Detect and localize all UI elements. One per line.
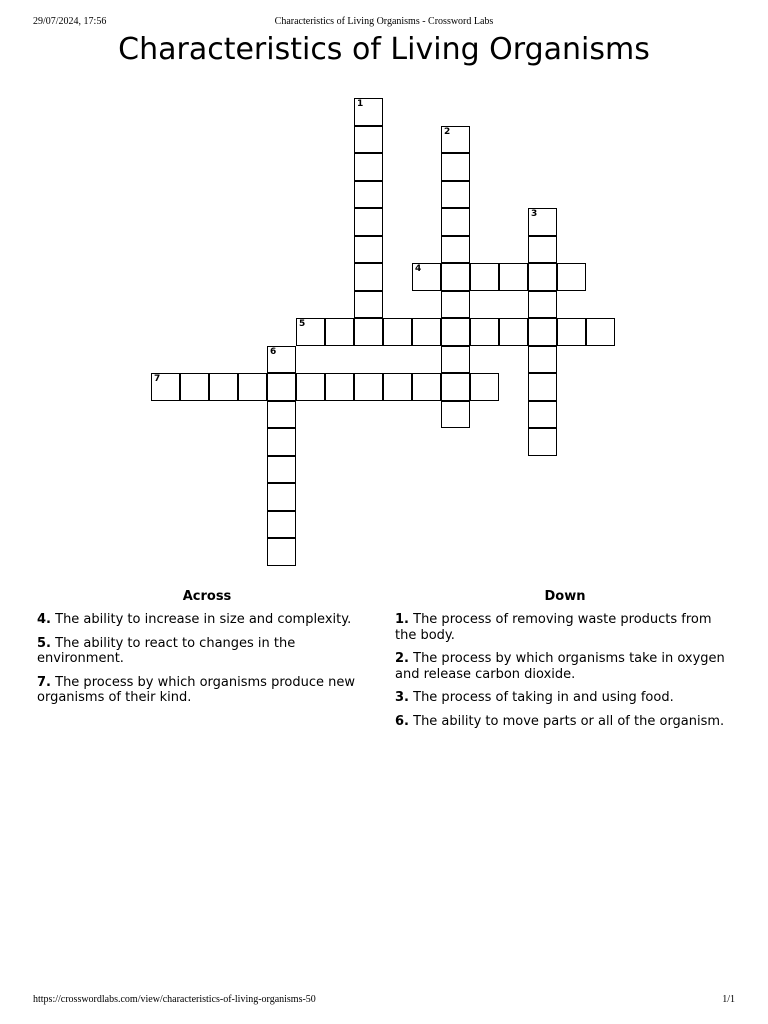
crossword-cell[interactable] (267, 511, 296, 539)
crossword-cell[interactable] (441, 181, 470, 209)
crossword-cell[interactable] (441, 263, 470, 291)
crossword-cell[interactable] (267, 346, 296, 374)
clue-text: The process of taking in and using food. (413, 690, 674, 705)
cell-number: 6 (270, 346, 277, 357)
crossword-cell[interactable] (238, 373, 267, 401)
crossword-cell[interactable] (354, 318, 383, 346)
crossword-cell[interactable] (354, 291, 383, 319)
crossword-cell[interactable] (383, 318, 412, 346)
crossword-cell[interactable] (354, 98, 383, 126)
across-heading: Across (182, 589, 232, 604)
page-title: Characteristics of Living Organisms (118, 32, 650, 67)
crossword-cell[interactable] (441, 291, 470, 319)
crossword-cell[interactable] (528, 373, 557, 401)
crossword-cell[interactable] (441, 126, 470, 154)
crossword-cell[interactable] (354, 208, 383, 236)
crossword-cell[interactable] (267, 483, 296, 511)
crossword-cell[interactable] (267, 401, 296, 429)
crossword-cell[interactable] (412, 373, 441, 401)
down-clue (395, 651, 735, 682)
clue-number: 4. (37, 612, 51, 627)
across-clues (37, 589, 377, 714)
crossword-cell[interactable] (528, 208, 557, 236)
clue-number: 5. (37, 635, 51, 651)
cell-number: 5 (299, 319, 306, 329)
crossword-cell[interactable] (325, 373, 354, 401)
crossword-cell[interactable] (151, 373, 180, 401)
print-page-number: 1/1 (722, 994, 735, 1005)
crossword-cell[interactable] (528, 428, 557, 456)
clue-text: The ability to react to changes in the environment. (37, 635, 296, 666)
crossword-cell[interactable] (354, 373, 383, 401)
crossword-cell[interactable] (267, 373, 296, 401)
cell-number: 3 (531, 209, 538, 219)
crossword-cell[interactable] (296, 318, 325, 346)
clue-text: The process by which organisms produce new organisms of their kind. (37, 674, 355, 705)
clue-number: 1. (395, 612, 409, 627)
crossword-cell[interactable] (586, 318, 615, 346)
crossword-cell[interactable] (209, 373, 238, 401)
crossword-cell[interactable] (441, 208, 470, 236)
crossword-cell[interactable] (441, 373, 470, 401)
clue-number: 3. (395, 690, 409, 705)
clue-text: The ability to increase in size and complexity. (55, 612, 352, 627)
down-heading: Down (544, 589, 586, 604)
clue-text: The ability to move parts or all of the organism. (413, 713, 725, 729)
crossword-cell[interactable] (470, 263, 499, 291)
crossword-cell[interactable] (383, 373, 412, 401)
print-footer-url: https://crosswordlabs.com/view/characteristics-of-living-organisms-50 (33, 994, 316, 1005)
crossword-cell[interactable] (441, 401, 470, 429)
clue-number: 6. (395, 713, 409, 729)
crossword-cell[interactable] (267, 538, 296, 566)
crossword-cell[interactable] (528, 236, 557, 264)
crossword-cell[interactable] (325, 318, 354, 346)
crossword-cell[interactable] (180, 373, 209, 401)
crossword-cell[interactable] (412, 263, 441, 291)
print-header-title: Characteristics of Living Organisms - Crossword Labs (274, 16, 494, 27)
across-clue (37, 636, 377, 667)
cell-number: 1 (357, 99, 364, 109)
down-clues (395, 589, 735, 737)
crossword-cell[interactable] (441, 153, 470, 181)
crossword-cell[interactable] (470, 318, 499, 346)
crossword-cell[interactable] (528, 346, 557, 374)
crossword-cell[interactable] (354, 263, 383, 291)
clue-number: 7. (37, 674, 51, 690)
crossword-cell[interactable] (528, 291, 557, 319)
crossword-cell[interactable] (441, 318, 470, 346)
crossword-cell[interactable] (557, 318, 586, 346)
crossword-cell[interactable] (528, 401, 557, 429)
clue-text: The process by which organisms take in oxygen and release carbon dioxide. (395, 651, 725, 682)
down-clue (395, 690, 735, 706)
crossword-cell[interactable] (354, 236, 383, 264)
crossword-cell[interactable] (499, 318, 528, 346)
crossword-cell[interactable] (470, 373, 499, 401)
crossword-cell[interactable] (499, 263, 528, 291)
crossword-cell[interactable] (354, 126, 383, 154)
across-clue (37, 675, 377, 706)
clue-text: The process of removing waste products from the body. (395, 612, 712, 643)
down-clue (395, 612, 735, 643)
crossword-cell[interactable] (296, 373, 325, 401)
crossword-cell[interactable] (557, 263, 586, 291)
clue-number: 2. (395, 651, 409, 666)
crossword-cell[interactable] (267, 428, 296, 456)
crossword-cell[interactable] (354, 181, 383, 209)
crossword-cell[interactable] (441, 346, 470, 374)
cell-number: 4 (415, 264, 422, 274)
crossword-cell[interactable] (354, 153, 383, 181)
crossword-cell[interactable] (441, 236, 470, 264)
down-clue (395, 714, 735, 730)
cell-number: 2 (444, 126, 451, 137)
cell-number: 7 (154, 374, 161, 384)
print-date: 29/07/2024, 17:56 (33, 16, 107, 27)
crossword-cell[interactable] (267, 456, 296, 484)
crossword-cell[interactable] (528, 318, 557, 346)
crossword-cell[interactable] (412, 318, 441, 346)
across-clue (37, 612, 377, 628)
crossword-cell[interactable] (528, 263, 557, 291)
